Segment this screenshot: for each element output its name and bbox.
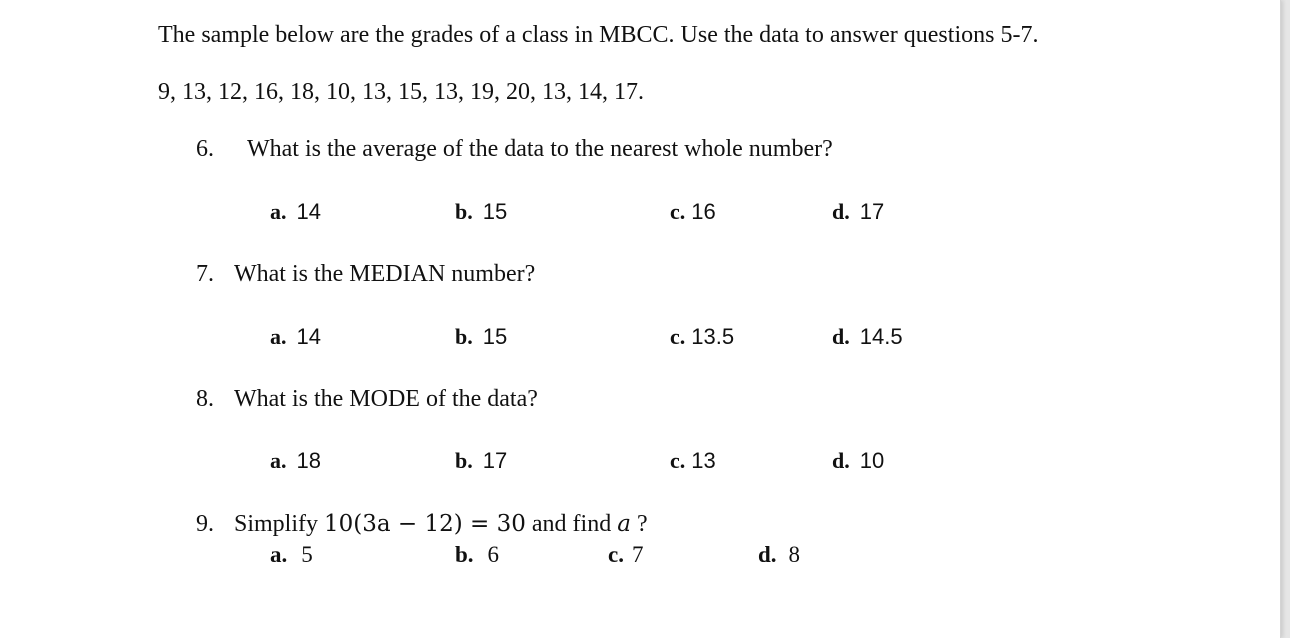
question-9-text xyxy=(234,510,648,538)
option-label: b. xyxy=(455,542,474,567)
option-value: 13 xyxy=(691,448,716,473)
option-label: c. xyxy=(670,199,686,224)
question-8-option-a xyxy=(270,447,321,475)
question-6-number: 6. xyxy=(196,136,214,162)
question-7-option-b xyxy=(455,323,507,351)
option-value: 14 xyxy=(296,324,321,349)
option-label: b. xyxy=(455,324,473,349)
question-9-option-d xyxy=(758,541,800,569)
question-9-option-b xyxy=(455,541,499,569)
data-values: 9, 13, 12, 16, 18, 10, 13, 15, 13, 19, 20, 13, 14, 17. xyxy=(158,79,644,105)
question-6-text: What is the average of the data to the nearest whole number? xyxy=(247,136,833,162)
option-value: 14 xyxy=(296,199,321,224)
question-9-prefix: Simplify xyxy=(234,511,319,537)
question-7-option-a xyxy=(270,323,321,351)
option-label: b. xyxy=(455,448,473,473)
option-label: c. xyxy=(608,542,624,567)
option-label: d. xyxy=(832,448,850,473)
option-label: a. xyxy=(270,448,287,473)
option-value: 6 xyxy=(487,542,500,567)
option-label: d. xyxy=(832,199,850,224)
question-8-option-d xyxy=(832,447,884,475)
question-9-number: 9. xyxy=(196,511,214,537)
question-9-equation: 10(3a − 12) = 30 xyxy=(324,511,526,537)
question-8-option-c xyxy=(670,447,716,475)
option-label: a. xyxy=(270,324,287,349)
question-6-option-a xyxy=(270,198,321,226)
question-8-number: 8. xyxy=(196,386,214,412)
question-7-option-c xyxy=(670,323,734,351)
option-label: b. xyxy=(455,199,473,224)
question-7-option-d xyxy=(832,323,903,351)
option-value: 7 xyxy=(631,542,644,567)
option-label: d. xyxy=(758,542,777,567)
question-9-middle: and find xyxy=(531,511,612,537)
option-value: 10 xyxy=(859,448,885,473)
option-value: 13.5 xyxy=(691,324,735,349)
question-8-option-b xyxy=(455,447,507,475)
question-7-text: What is the MEDIAN number? xyxy=(234,261,536,287)
question-9-option-c xyxy=(608,541,643,569)
option-value: 15 xyxy=(482,199,508,224)
question-6-option-b xyxy=(455,198,507,226)
question-8-text: What is the MODE of the data? xyxy=(234,386,538,412)
question-6-option-c xyxy=(670,198,716,226)
option-value: 15 xyxy=(482,324,508,349)
question-9-suffix: ? xyxy=(636,511,648,537)
question-7-number: 7. xyxy=(196,261,214,287)
option-label: a. xyxy=(270,199,287,224)
option-value: 17 xyxy=(482,448,508,473)
option-label: a. xyxy=(270,542,288,567)
option-value: 18 xyxy=(296,448,321,473)
option-value: 5 xyxy=(301,542,313,567)
question-6-option-d xyxy=(832,198,884,226)
option-value: 14.5 xyxy=(859,324,903,349)
question-9-variable: a xyxy=(617,511,631,537)
option-value: 17 xyxy=(859,199,885,224)
option-label: c. xyxy=(670,324,686,349)
option-label: c. xyxy=(670,448,686,473)
option-value: 16 xyxy=(691,199,716,224)
question-9-option-a xyxy=(270,541,313,569)
option-value: 8 xyxy=(788,542,801,567)
intro-text: The sample below are the grades of a class in MBCC. Use the data to answer questions 5-7. xyxy=(158,22,1039,48)
option-label: d. xyxy=(832,324,850,349)
